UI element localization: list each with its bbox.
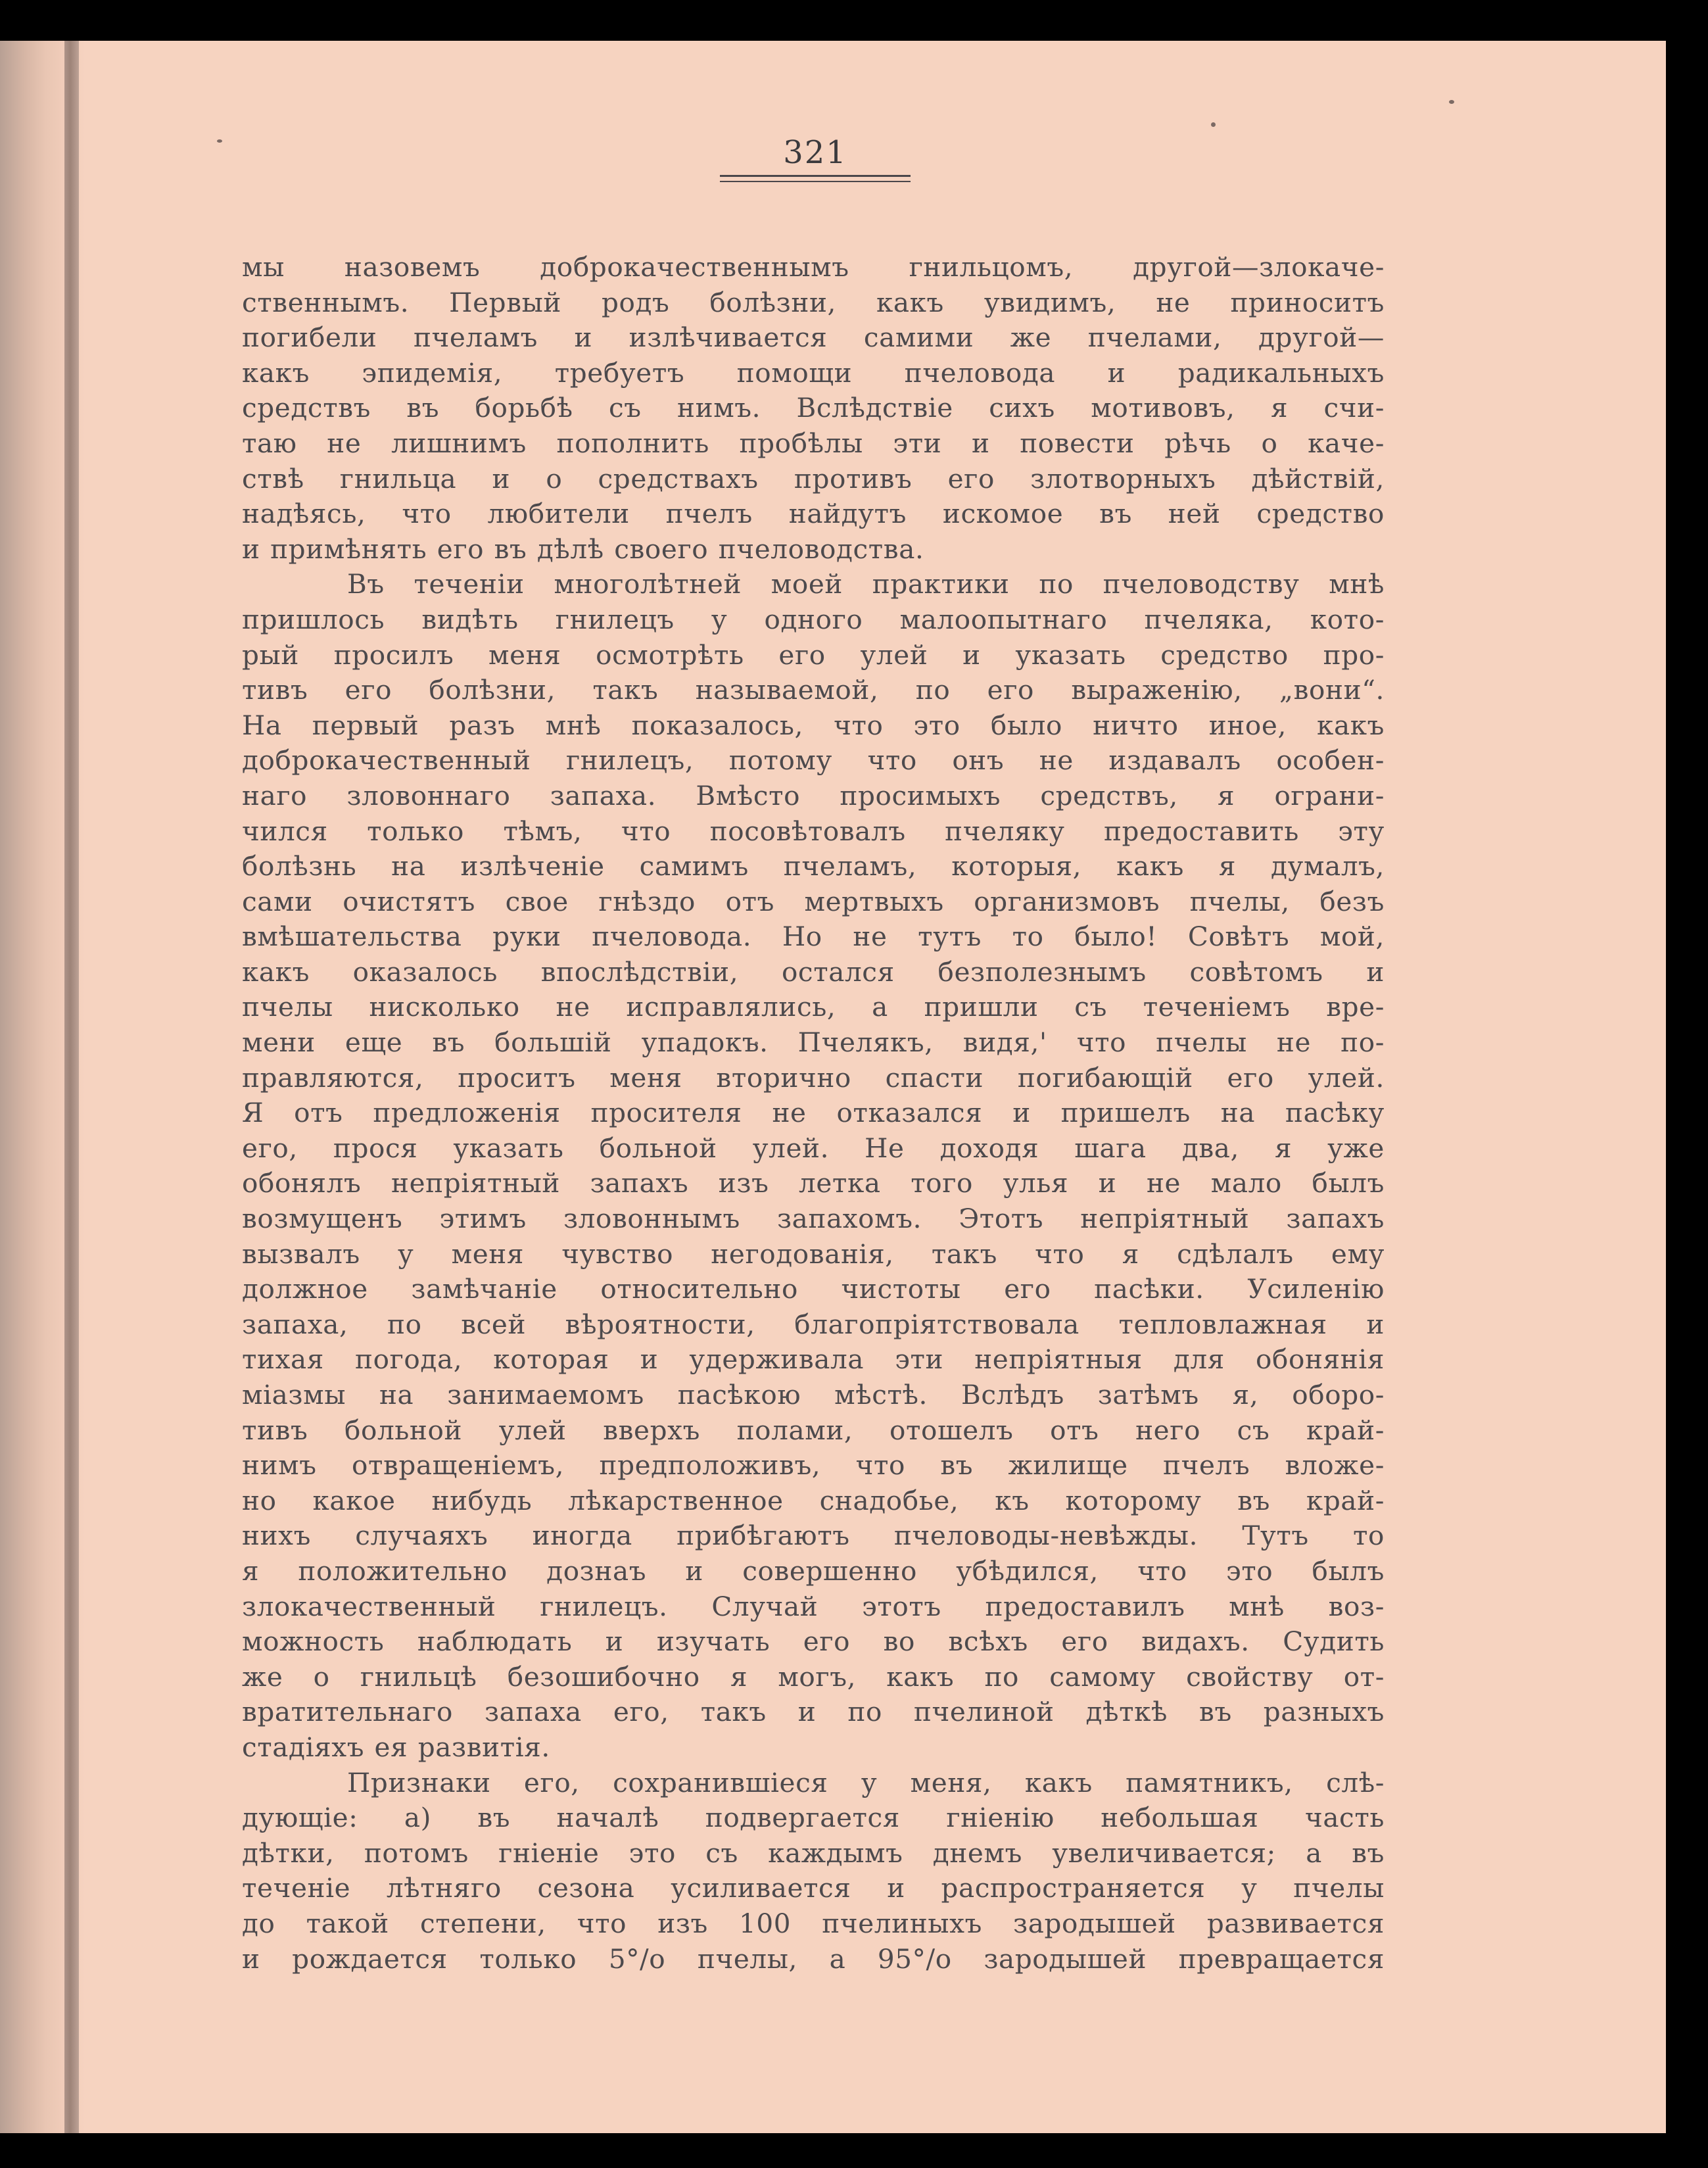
text-line: міазмы на занимаемомъ пасѣкою мѣстѣ. Вслѣдъ затѣмъ я, оборо- bbox=[242, 1379, 1385, 1410]
text-line: мы назовемъ доброкачественнымъ гнильцомъ, другой—злокаче- bbox=[242, 251, 1385, 283]
text-line: обонялъ непріятный запахъ изъ летка того улья и не мало былъ bbox=[242, 1167, 1385, 1199]
text-line: тивъ больной улей вверхъ полами, отошелъ отъ него съ край- bbox=[242, 1414, 1385, 1446]
text-line: должное замѣчаніе относительно чистоты его пасѣки. Усиленію bbox=[242, 1273, 1385, 1305]
page-header bbox=[717, 133, 914, 182]
text-line: Я отъ предложенія просителя не отказался и пришелъ на пасѣку bbox=[242, 1097, 1385, 1129]
text-line: тивъ его болѣзни, такъ называемой, по его выраженію, „вони“. bbox=[242, 674, 1385, 706]
text-line: стадіяхъ ея развитія. bbox=[242, 1731, 550, 1763]
text-line: На первый разъ мнѣ показалось, что это было ничто иное, какъ bbox=[242, 709, 1385, 741]
text-line: злокачественный гнилецъ. Случай этотъ предоставилъ мнѣ воз- bbox=[242, 1590, 1385, 1622]
text-line: дующіе: а) въ началѣ подвергается гніенію небольшая часть bbox=[242, 1802, 1385, 1834]
page-speck bbox=[1449, 100, 1454, 104]
text-line: и рождается только 5°/о пчелы, а 95°/о зародышей превращается bbox=[242, 1942, 1385, 1975]
book-page bbox=[0, 41, 1666, 2133]
text-line: тихая погода, которая и удерживала эти непріятныя для обонянія bbox=[242, 1343, 1385, 1376]
text-line: можность наблюдать и изучать его во всѣхъ его видахъ. Судить bbox=[242, 1626, 1385, 1658]
page-number: 321 bbox=[783, 134, 847, 171]
text-line: какъ эпидемія, требуетъ помощи пчеловода и радикальныхъ bbox=[242, 356, 1385, 389]
text-line: погибели пчеламъ и излѣчивается самими же пчелами, другой— bbox=[242, 322, 1385, 354]
text-line: его, прося указать больной улей. Не доходя шага два, я уже bbox=[242, 1132, 1385, 1164]
text-line: ствѣ гнильца и о средствахъ противъ его злотворныхъ дѣйствій, bbox=[242, 462, 1385, 494]
text-line: до такой степени, что изъ 100 пчелиныхъ зародышей развивается bbox=[242, 1907, 1385, 1939]
page-speck bbox=[1211, 122, 1216, 127]
text-line: надѣясь, что любители пчелъ найдутъ искомое въ ней средство bbox=[242, 498, 1385, 530]
text-line: запаха, по всей вѣроятности, благопріятствовала тепловлажная и bbox=[242, 1308, 1385, 1340]
binding-edge bbox=[64, 41, 79, 2133]
text-line: вызвалъ у меня чувство негодованія, такъ что я сдѣлалъ ему bbox=[242, 1238, 1385, 1270]
text-line: доброкачественный гнилецъ, потому что онъ не издавалъ особен- bbox=[242, 744, 1385, 777]
page-speck bbox=[217, 139, 222, 143]
text-line: вмѣшательства руки пчеловода. Но не тутъ то было! Совѣтъ мой, bbox=[242, 921, 1385, 953]
text-line: Признаки его, сохранившіеся у меня, какъ памятникъ, слѣ- bbox=[347, 1766, 1385, 1798]
text-line: Въ теченіи многолѣтней моей практики по пчеловодству мнѣ bbox=[347, 568, 1385, 600]
text-line: средствъ въ борьбѣ съ нимъ. Вслѣдствіе сихъ мотивовъ, я счи- bbox=[242, 392, 1385, 424]
text-line: дѣтки, потомъ гніеніе это съ каждымъ днемъ увеличивается; а въ bbox=[242, 1837, 1385, 1869]
body-text bbox=[242, 250, 1385, 1977]
text-line: нимъ отвращеніемъ, предположивъ, что въ жилище пчелъ вложе- bbox=[242, 1449, 1385, 1481]
header-rule bbox=[720, 175, 911, 177]
text-line: теченіе лѣтняго сезона усиливается и распространяется у пчелы bbox=[242, 1872, 1385, 1904]
text-line: болѣзнь на излѣченіе самимъ пчеламъ, которыя, какъ я думалъ, bbox=[242, 850, 1385, 882]
text-line: таю не лишнимъ пополнить пробѣлы эти и повести рѣчь о каче- bbox=[242, 427, 1385, 459]
text-line: вратительнаго запаха его, такъ и по пчелиной дѣткѣ въ разныхъ bbox=[242, 1696, 1385, 1728]
text-line: и примѣнять его въ дѣлѣ своего пчеловодства. bbox=[242, 533, 924, 565]
text-line: пчелы нисколько не исправлялись, а пришли съ теченіемъ вре- bbox=[242, 991, 1385, 1023]
text-line: возмущенъ этимъ зловоннымъ запахомъ. Этотъ непріятный запахъ bbox=[242, 1203, 1385, 1235]
text-line: пришлось видѣть гнилецъ у одного малоопытнаго пчеляка, кото- bbox=[242, 603, 1385, 635]
text-line: же о гнильцѣ безошибочно я могъ, какъ по самому свойству от- bbox=[242, 1660, 1385, 1693]
text-line: нихъ случаяхъ иногда прибѣгаютъ пчеловоды-невѣжды. Тутъ то bbox=[242, 1520, 1385, 1552]
text-line: мени еще въ большій упадокъ. Пчелякъ, видя,' что пчелы не по- bbox=[242, 1026, 1385, 1059]
text-line: наго зловоннаго запаха. Вмѣсто просимыхъ средствъ, я ограни- bbox=[242, 779, 1385, 811]
text-line: рый просилъ меня осмотрѣть его улей и указать средство про- bbox=[242, 638, 1385, 671]
text-line: правляются, проситъ меня вторично спасти погибающій его улей. bbox=[242, 1061, 1385, 1094]
text-line: чился только тѣмъ, что посовѣтовалъ пчеляку предоставить эту bbox=[242, 815, 1385, 847]
text-line: ственнымъ. Первый родъ болѣзни, какъ увидимъ, не приноситъ bbox=[242, 286, 1385, 318]
text-line: сами очистятъ свое гнѣздо отъ мертвыхъ организмовъ пчелы, безъ bbox=[242, 885, 1385, 917]
text-line: какъ оказалось впослѣдствіи, остался безполезнымъ совѣтомъ и bbox=[242, 955, 1385, 988]
text-line: я положительно дознаъ и совершенно убѣдился, что это былъ bbox=[242, 1554, 1385, 1587]
header-rule bbox=[720, 181, 911, 182]
text-line: но какое нибудь лѣкарственное снадобье, къ которому въ край- bbox=[242, 1484, 1385, 1516]
